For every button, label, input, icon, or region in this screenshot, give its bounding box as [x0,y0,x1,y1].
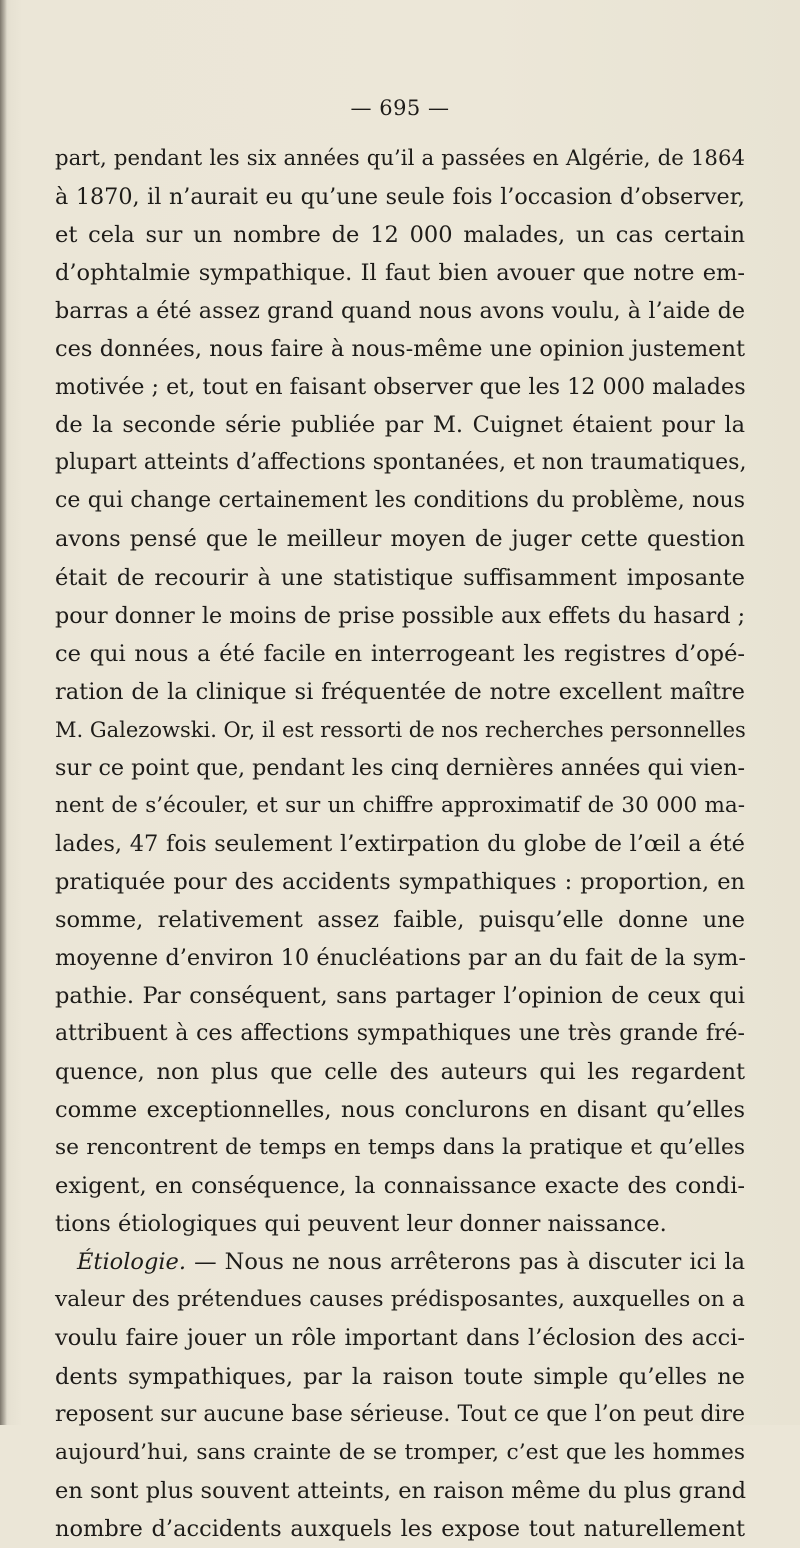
text-line: pathie. Par conséquent, sans partager l’opinion de ceux qui [55,983,745,1010]
text-line: ration de la clinique si fréquentée de notre excellent maître [55,678,745,705]
text-line: pour donner le moins de prise possible aux effets du hasard ; [55,602,746,629]
text-line: exigent, en conséquence, la connaissance exacte des condi- [55,1173,745,1200]
text-line: à 1870, il n’aurait eu qu’une seule fois l’occasion d’observer, [55,184,745,211]
text-line: M. Galezowski. Or, il est ressorti de nos recherches personnelles [55,717,746,742]
text-line: valeur des prétendues causes prédisposantes, auxquelles on a [55,1287,745,1313]
text-line: lades, 47 fois seulement l’extirpation du globe de l’œil a été [55,830,745,857]
text-line: était de recourir à une statistique suffisamment imposante [55,564,745,591]
text-line: nent de s’écouler, et sur un chiffre approximatif de 30 000 ma- [55,792,745,818]
text-line: part, pendant les six années qu’il a passées en Algérie, de 1864 [55,146,745,171]
text-line: reposent sur aucune base sérieuse. Tout ce que l’on peut dire [55,1401,745,1427]
etiology-heading-line [55,1243,745,1281]
text-line: somme, relativement assez faible, puisqu’elle donne une [55,906,745,933]
text-line: en sont plus souvent atteints, en raison même du plus grand [55,1477,747,1504]
text-line: comme exceptionnelles, nous conclurons en disant qu’elles [55,1097,745,1124]
text-line: barras a été assez grand quand nous avons voulu, à l’aide de [55,298,745,325]
text-line: de la seconde série publiée par M. Cuignet étaient pour la [55,412,745,439]
text-line: nombre d’accidents auxquels les expose tout naturellement [55,1515,745,1542]
page-number: — 695 — [350,96,450,120]
etiology-heading: Étiologie. [77,1249,187,1276]
text-line: ces données, nous faire à nous-même une opinion justement [55,336,745,363]
etiology-first-line-text: — Nous ne nous arrêterons pas à discuter ici la [186,1249,745,1276]
text-line: dents sympathiques, par la raison toute simple qu’elles ne [55,1363,745,1390]
body-text [55,140,745,1548]
text-line: moyenne d’environ 10 énucléations par an du fait de la sym- [55,944,746,971]
text-line: et cela sur un nombre de 12 000 malades, un cas certain [55,222,745,249]
text-line: aujourd’hui, sans crainte de se tromper, c’est que les hommes [55,1439,745,1465]
text-line: sur ce point que, pendant les cinq dernières années qui vien- [55,754,745,781]
text-line: pratiquée pour des accidents sympathiques : proportion, en [55,868,745,895]
text-line: ce qui nous a été facile en interrogeant les registres d’opé- [55,640,745,667]
text-line: se rencontrent de temps en temps dans la pratique et qu’elles [55,1135,745,1161]
text-line: ce qui change certainement les conditions du problème, nous [55,488,745,514]
text-line: plupart atteints d’affections spontanées, et non traumatiques, [55,450,747,476]
text-line: voulu faire jouer un rôle important dans l’éclosion des acci- [55,1325,745,1352]
paragraph-end-line: tions étiologiques qui peuvent leur donner naissance. [55,1211,667,1238]
text-line: avons pensé que le meilleur moyen de juger cette question [55,526,745,553]
text-line: motivée ; et, tout en faisant observer que les 12 000 malades [55,374,746,401]
text-line: d’ophtalmie sympathique. Il faut bien avouer que notre em- [55,260,745,287]
text-line: attribuent à ces affections sympathiques une très grande fré- [55,1021,745,1047]
text-line: quence, non plus que celle des auteurs qui les regardent [55,1059,745,1086]
page-binding-edge [0,0,7,1425]
